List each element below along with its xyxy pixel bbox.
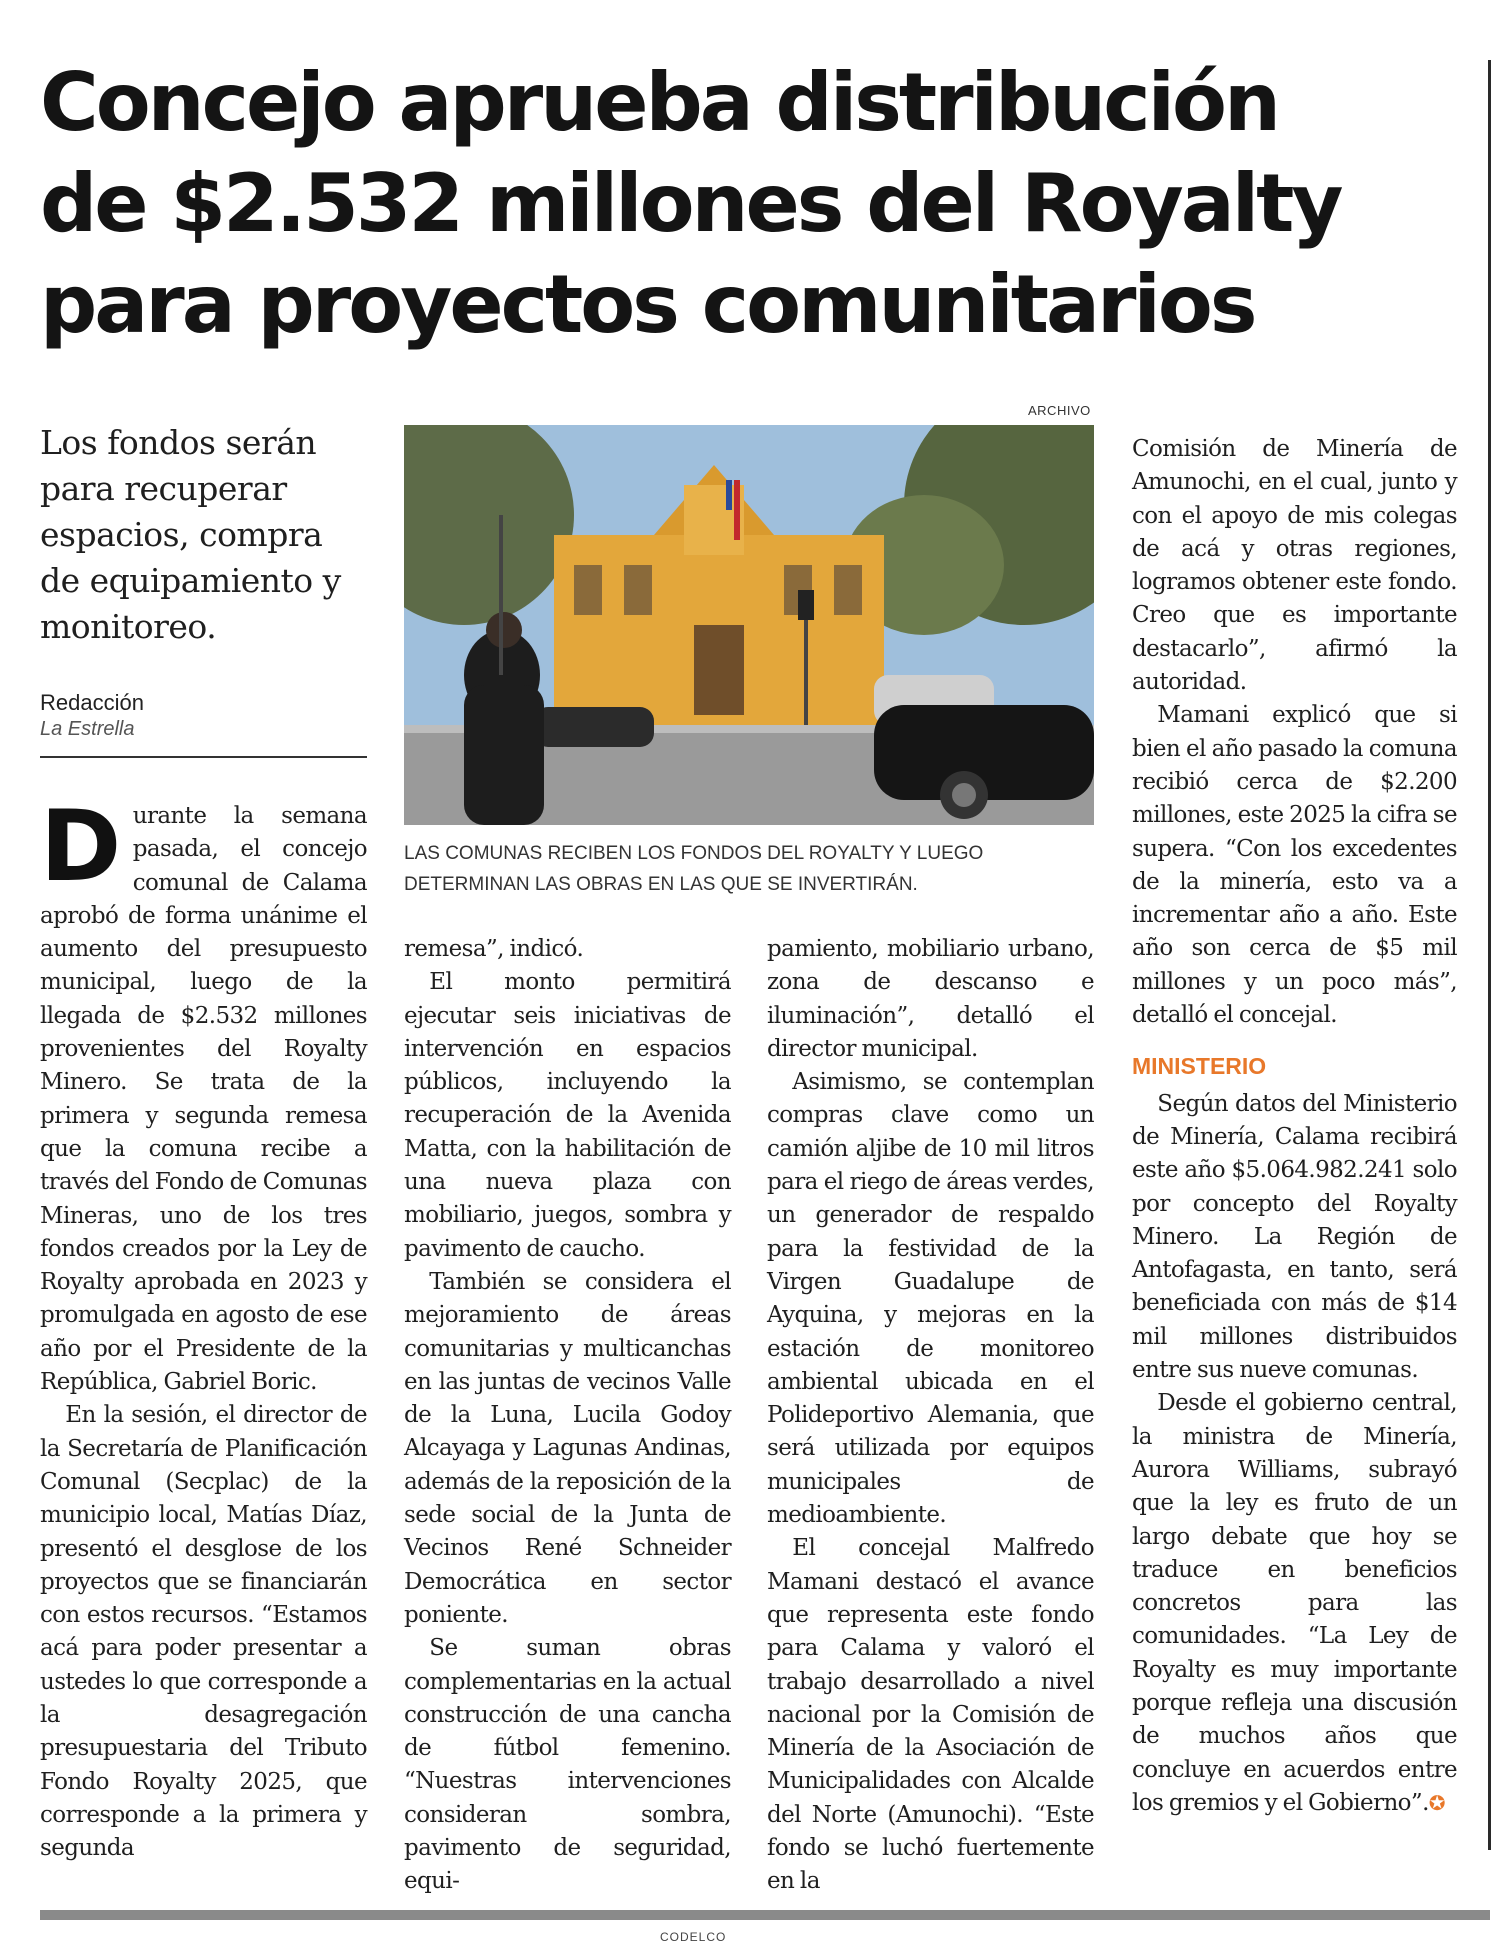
article-column-4 — [1132, 433, 1457, 1820]
article-paragraph: Asimismo, se contemplan compras clave como un camión aljibe de 10 mil litros para el riego de áreas verdes, un generador de respaldo para la festividad de la Virgen Guadalupe de Ayquina, y mejoras en la estación de monitoreo ambiental ubicada en el Polideportivo Alemania, que será utilizada por equipos municipales de medioambiente. — [767, 1069, 1094, 1529]
article-paragraph: remesa”, indicó. — [404, 936, 584, 962]
article-paragraph: También se considera el mejoramiento de áreas comunitarias y multicanchas en las juntas de vecinos Valle de la Luna, Lucila Godoy Alcayaga y Lagunas Andinas, además de la reposición de la sede social de la Junta de Vecinos René Schneider Democrática en sector poniente. — [404, 1268, 731, 1628]
article-paragraph-text: Desde el gobierno central, la ministra de Minería, Aurora Williams, subrayó que la ley es fruto de un largo debate que hoy se traduce en beneficios concretos para las comunidades. “La Ley de Royalty es muy importante porque refleja una discusión de muchos años que concluye en acuerdos entre los gremios y el Gobierno”. — [1132, 1390, 1457, 1816]
article-column-3 — [767, 933, 1094, 1899]
headline-line-1: Concejo aprueba distribución — [40, 56, 1278, 149]
dropcap: D — [40, 790, 121, 904]
article-paragraph: pamiento, mobiliario urbano, zona de descanso e iluminación”, detalló el director municipal. — [767, 936, 1094, 1062]
article-paragraph: Se suman obras complementarias en la actual construcción de una cancha de fútbol femenino. “Nuestras intervenciones consideran sombra, pavimento de seguridad, equi- — [404, 1635, 731, 1895]
photo-caption: LAS COMUNAS RECIBEN LOS FONDOS DEL ROYALTY Y LUEGO DETERMINAN LAS OBRAS EN LAS QUE SE INVERTIRÁN. — [404, 843, 984, 895]
article-paragraph: En la sesión, el director de la Secretaría de Planificación Comunal (Secplac) de la municipio local, Matías Díaz, presentó el desglose de los proyectos que se financiarán con estos recursos. “Estamos acá para poder presentar a ustedes lo que corresponde a la desagregación presupuestaria del Tributo Fondo Royalty 2025, que corresponde a la primera y segunda — [40, 1402, 367, 1862]
article-photo — [404, 425, 1094, 825]
article-paragraph: Comisión de Minería de Amunochi, en el cual, junto y con el apoyo de mis colegas de acá y otras regiones, logramos obtener este fondo. Creo que es importante destacarlo”, afirmó la autoridad. — [1132, 436, 1457, 696]
article-paragraph: Mamani explicó que si bien el año pasado la comuna recibió cerca de $2.200 millones, este 2025 la cifra se supera. “Con los excedentes de la minería, esto va a incrementar año a año. Este año son cerca de $5 mil millones y un poco más”, detalló el concejal. — [1132, 702, 1457, 1029]
byline — [40, 690, 370, 741]
article-paragraph-last — [1132, 1387, 1457, 1820]
byline-author: Redacción — [40, 690, 144, 715]
end-mark-icon: ✪ — [1428, 1790, 1445, 1815]
page-edge-rule — [1488, 60, 1491, 1850]
article-paragraph: El concejal Malfredo Mamani destacó el avance que representa este fondo para Calama y valoró el trabajo desarrollado a nivel nacional por la Comisión de Minería de la Asociación de Municipalidades con Alcalde del Norte (Amunochi). “Este fondo se luchó fuertemente en la — [767, 1535, 1094, 1895]
article-paragraph: El monto permitirá ejecutar seis iniciativas de intervención en espacios públicos, incluyendo la recuperación de la Avenida Matta, con la habilitación de una nueva plaza con mobiliario, juegos, sombra y pavimento de caucho. — [404, 969, 731, 1262]
byline-publication: La Estrella — [40, 718, 135, 740]
section-subhead: MINISTERIO — [1132, 1053, 1267, 1080]
deck: Los fondos serán para recuperar espacios, compra de equipamiento y monitoreo. — [40, 423, 341, 646]
headline — [40, 52, 1450, 355]
article-column-1 — [40, 790, 367, 1866]
article-paragraph: urante la semana pasada, el concejo comunal de Calama aprobó de forma unánime el aumento del presupuesto municipal, luego de la llegada de $2.532 millones provenientes del Royalty Minero. Se trata de la primera y segunda remesa que la comuna recibe a través del Fondo de Comunas Mineras, uno de los tres fondos creados por la Ley de Royalty aprobada en 2023 y promulgada en agosto de ese año por el Presidente de la República, Gabriel Boric. — [40, 803, 367, 1396]
headline-line-3: para proyectos comunitarios — [40, 258, 1255, 351]
photo-credit: ARCHIVO — [1028, 403, 1091, 418]
article-paragraph: Según datos del Ministerio de Minería, Calama recibirá este año $5.064.982.241 solo por concepto del Royalty Minero. La Región de Antofagasta, en tanto, será beneficiada con más de $14 mil millones distribuidos entre sus nueve comunas. — [1132, 1090, 1457, 1384]
footer-bar — [40, 1910, 1490, 1920]
byline-divider — [40, 756, 367, 758]
article-column-2 — [404, 933, 731, 1899]
headline-line-2: de $2.532 millones del Royalty — [40, 157, 1341, 250]
photo-illustration — [404, 425, 1094, 825]
footer-label: CODELCO — [660, 1930, 727, 1944]
